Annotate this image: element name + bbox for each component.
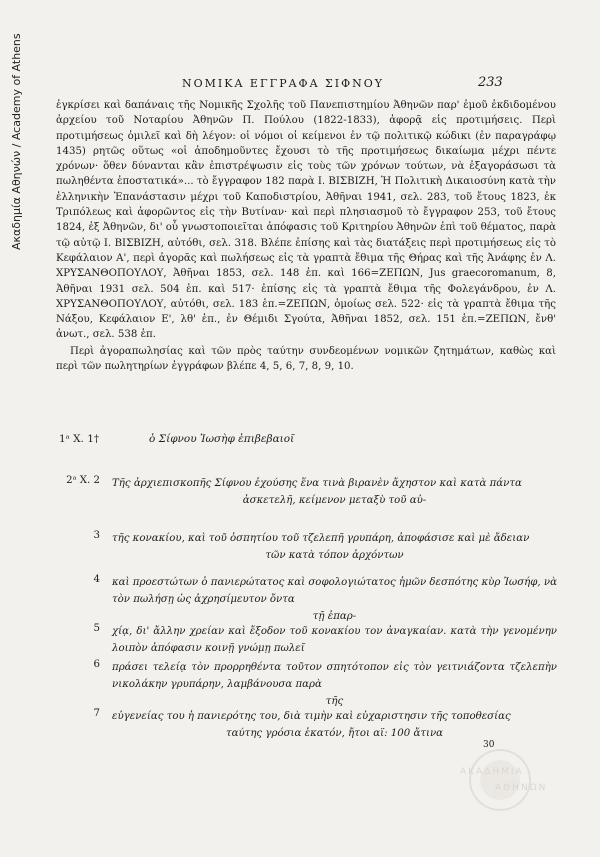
- line-number: 6: [93, 659, 100, 670]
- line-text-part: ταύτης γρόσια ἑκατόν, ἤτοι αϊ: 100 ἄτινα: [225, 728, 444, 739]
- page-number: 233: [478, 75, 503, 90]
- line-number: 4: [93, 574, 100, 585]
- paragraph-1: ἐγκρίσει καὶ δαπάναις τῆς Νομικῆς Σχολῆς τοῦ Πανεπιστημίου Ἀθηνῶν παρ' ἐμοῦ ἐκδιδομένου ἀρχείου τοῦ Νοταρίου Ἀθηνῶν Π. Πούλου (1822-1833), ἀφορᾷ εἰς προτιμήσεις. Περὶ προτιμήσεως ὁμιλεῖ καὶ δὴ λέγον: οἱ νόμοι οἱ κείμενοι ἐν τῷ πολιτικῷ κώδικι (ἐν παραγράφῳ 1435) ρητῶς οὕτως «οἱ ἀποδημοῦντες ἔχουσι τὸ τῆς προτιμήσεως δικαίωμα μέχρι πέντε χρόνων· ὅθεν δύνανται κἂν ἐπιστρέψωσιν εἰς τοὺς τῶν χρόνων τούτων, νὰ ἐξαγοράσωσι τὰ πωληθέντα ἐποστατικά»... τὸ ἔγγραφον 182 παρὰ Ι. ΒΙΣΒΙΖΗ, Ἡ Πολιτικὴ Δικαιοσύνη κατὰ τὴν ἑλληνικὴν Ἐπανάστασιν μέχρι τοῦ Καποδιστρίου, Ἀθῆναι 1941, σελ. 283, τοῦ ἔτους 1823, ἐκ Τριπόλεως καὶ ἀφορῶντος εἰς τὴν Βυτίναν· καὶ περὶ πλησιασμοῦ τὸ ἔγγραφον 253, τοῦ ἔτους 1824, ἐξ Ἀθηνῶν, δι' οὗ γνωστοποιεῖται ἀπόφασις τοῦ Κριτηρίου Ἀθηνῶν ἐπὶ τοῦ θέματος, παρὰ τῷ αὐτῷ Ι. ΒΙΣΒΙΖΗ, αὐτόθι, σελ. 318. Βλέπε ἐπίσης καὶ τὰς διατάξεις περὶ προτιμήσεως εἰς τὸ Κεφάλαιον Α', περὶ ἀγορᾶς καὶ πωλήσεως εἰς τὰ γραπτὰ ἔθιμα τῆς Θήρας καὶ τῆς Ἀνάφης ἐν Λ. ΧΡΥΣΑΝΘΟΠΟΥΛΟΥ, Ἀθῆναι 1853, σελ. 148 ἑπ. καὶ 166=ΖΕΠΩΝ, Jus graecoromanum, 8, Ἀθῆναι 1931 σελ. 504 ἑπ. καὶ 517· ἐπίσης εἰς τὰ γραπτὰ ἔθιμα τῆς Φολεγάνδρου, ἐν Λ. ΧΡΥΣΑΝΘΟΠΟΥΛΟΥ, αὐτόθι, σελ. 183 ἑπ.=ΖΕΠΩΝ, ὁμοίως σελ. 522· εἰς τὰ γραπτὰ ἔθιμα τῆς Νάξου, Κεφάλαιον Ε', λθ' ἑπ., ἐν Θέμιδι Σγούτα, Ἀθῆναι 1852, σελ. 151 ἑπ.=ΖΕΠΩΝ, ἔνθ' ἀνωτ., σελ. 538 ἑπ.: [56, 100, 556, 341]
- paragraph-2: Περὶ ἀγοραπωλησίας καὶ τῶν πρὸς ταύτην συνδεομένων νομικῶν ζητημάτων, καθὼς καὶ περὶ τῶν πωλητηρίων ἐγγράφων βλέπε 4, 5, 6, 7, 8, 9, 10.: [56, 345, 556, 373]
- archive-side-label: [10, 33, 30, 250]
- line-text-part: εὐγενείας του ἡ πανιερότης του, διὰ τιμὴν καὶ εὐχαριστησιν τῆς τοποθεσίας: [112, 711, 511, 722]
- signature-mark: 30: [483, 740, 495, 750]
- body-text: [56, 98, 556, 374]
- line-text-part: τῇ ἐπαρ-: [312, 611, 357, 622]
- watermark-line-1: ΑΚΑΔΗΜΙΑ: [460, 767, 524, 777]
- line-number: 7: [93, 708, 100, 719]
- line-number: 5: [93, 623, 100, 634]
- watermark-line-2: ΑΘΗΝΩΝ: [495, 783, 548, 793]
- line-text-part: τῆς κονακίου, καὶ τοῦ ὀσπητίου τοῦ τζελεπῆ γρυπάρη, ἀποφάσισε καὶ μὲ ἄδειαν: [112, 533, 530, 544]
- running-title: ΝΟΜΙΚΑ ΕΓΓΡΑΦΑ ΣΙΦΝΟΥ: [182, 77, 385, 90]
- line-text-part: ἀσκετελῆ, κείμενον μεταξὺ τοῦ αὐ-: [242, 495, 427, 506]
- line-text-part: πράσει τελείᾳ τὸν προρρηθέντα τοῦτον σπητότοπον εἰς τὸν γειτνιάζοντα τζελεπὴν νικολάκην γρυπάρην, λαμβάνουσα παρὰ: [112, 662, 557, 690]
- line-text: [112, 530, 557, 564]
- line-text: [112, 475, 557, 509]
- line-ref: 1ᵃ Χ. 1†: [59, 433, 100, 445]
- page-header: [0, 75, 600, 93]
- line-text: [112, 623, 557, 657]
- side-label-text: Ακαδημία Αθηνών / Academy of Athens: [10, 33, 23, 250]
- line-text: [112, 574, 557, 625]
- line-number: 3: [93, 530, 100, 541]
- watermark-emblem-icon: [430, 745, 585, 815]
- line-text-part: καὶ προεστώτων ὁ πανιερώτατος καὶ σοφολογιώτατος ἡμῶν δεσπότης κὺρ Ἰωσήφ, νὰ τὸν πωλήσῃ ὡς ἀχρησίμευτον ὄντα: [112, 577, 557, 605]
- line-text-part: τῶν κατὰ τόπον ἀρχόντων: [265, 550, 404, 561]
- line-text-part: χίᾳ, δι' ἄλλην χρείαν καὶ ἔξοδον τοῦ κονακίου τον ἀναγκαίαν. κατὰ τὴν γενομένην λοιπὸν ἀπόφασιν κοινῇ γνώμῃ πωλεῖ: [112, 626, 557, 654]
- line-text-part: Τῆς ἀρχιεπισκοπῆς Σίφνου ἐχούσης ἕνα τινὰ βιρανὲν ἄχηστον καὶ κατὰ πάντα: [112, 478, 522, 489]
- academy-watermark: [430, 745, 585, 815]
- document-heading-text: ὁ Σίφνου Ἰωσὴφ ἐπιβεβαιοῖ: [149, 433, 295, 445]
- line-number: 2ᵃ Χ. 2: [66, 475, 100, 486]
- line-text: [112, 708, 557, 742]
- line-text: [112, 659, 557, 710]
- line-text-part: τῆς: [325, 696, 344, 707]
